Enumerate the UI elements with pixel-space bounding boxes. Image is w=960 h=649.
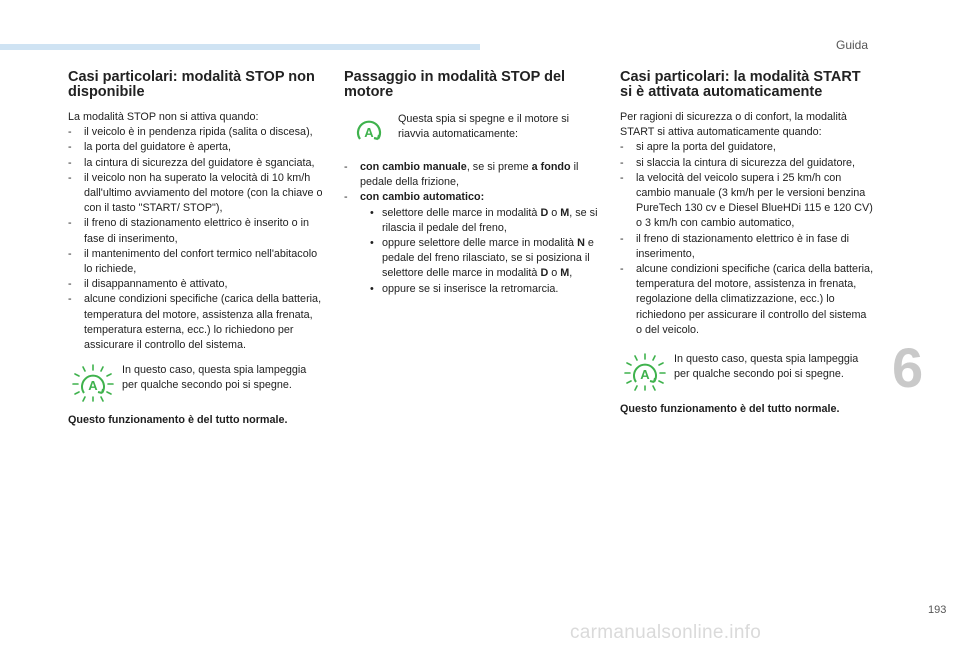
- section-title: Casi particolari: modalità STOP non disponibile: [68, 69, 315, 100]
- svg-text:A: A: [364, 125, 374, 140]
- list-item: - il freno di stazionamento elettrico è inserito o in fase di inserimento,: [68, 216, 323, 246]
- condition-list: [68, 125, 323, 353]
- note-text: In questo caso, questa spia lampeggia per qualche secondo poi si spegne.: [122, 364, 307, 392]
- column-stop-mode: [344, 70, 599, 297]
- column-stop-unavailable: [68, 70, 323, 428]
- list-item: - il disappannamento è attivato,: [68, 277, 323, 292]
- list-item-automatic: - con cambio automatico: • selettore delle marce in modalità D o M, se si rilascia il pedale del freno, • oppure selettore delle marce in modalità N e pedale del freno rilasciato, se si posiziona il selettore delle marce in modalità D o M, • oppure se si inserisce la retromarcia.: [344, 190, 599, 296]
- sublist-item: • oppure selettore delle marce in modalità N e pedale del freno rilasciato, se si posiziona il selettore delle marce in modalità D o M,: [370, 236, 599, 282]
- list-item: - la cintura di sicurezza del guidatore è sganciata,: [68, 156, 323, 171]
- list-item-manual: - con cambio manuale, se si preme a fondo il pedale della frizione,: [344, 160, 599, 190]
- auto-start-blinking-icon: [68, 363, 118, 403]
- sublist-item: • selettore delle marce in modalità D o M, se si rilascia il pedale del freno,: [370, 206, 599, 236]
- list-item: - il freno di stazionamento elettrico è in fase di inserimento,: [620, 232, 875, 262]
- section-title: Passaggio in modalità STOP del motore: [344, 69, 566, 100]
- svg-text:A: A: [640, 367, 650, 383]
- note-text: In questo caso, questa spia lampeggia per qualche secondo poi si spegne.: [674, 353, 859, 381]
- list-item: - il veicolo è in pendenza ripida (salita o discesa),: [68, 125, 323, 140]
- section-title: Casi particolari: la modalità START si è attivata automaticamente: [620, 69, 861, 100]
- list-item: - il mantenimento del confort termico nell'abitacolo lo richiede,: [68, 247, 323, 277]
- restart-list: [344, 160, 599, 297]
- list-item: - si slaccia la cintura di sicurezza del guidatore,: [620, 156, 875, 171]
- section-header: Guida: [836, 38, 869, 52]
- intro-text: La modalità STOP non si attiva quando:: [68, 111, 259, 123]
- normal-operation-text: Questo funzionamento è del tutto normale.: [68, 414, 288, 427]
- auto-start-icon: [344, 112, 394, 152]
- warning-note: [68, 363, 323, 403]
- page-number: 193: [928, 604, 947, 616]
- list-item: - il veicolo non ha superato la velocità di 10 km/h dall'ultimo avviamento del motore (con la chiave o con il tasto "START/ STOP"),: [68, 171, 323, 217]
- condition-list: [620, 140, 875, 338]
- list-item: - alcune condizioni specifiche (carica della batteria, temperatura del motore, assistenza in frenata, regolazione della climatizzazione, ecc.) lo richiedono per assicurare il controllo del sistema o del veicolo.: [620, 262, 875, 338]
- normal-operation-text: Questo funzionamento è del tutto normale.: [620, 403, 840, 416]
- warning-note: [620, 352, 875, 392]
- column-start-auto: [620, 70, 875, 417]
- list-item: - si apre la porta del guidatore,: [620, 140, 875, 155]
- list-item: - la velocità del veicolo supera i 25 km/h con cambio manuale (3 km/h per le versioni benzina PureTech 130 cv e Diesel BlueHDi 115 e 120 CV) o 3 km/h con cambio automatico,: [620, 171, 875, 232]
- automatic-sublist: [360, 206, 599, 297]
- intro-text: Per ragioni di sicurezza o di confort, la modalità START si attiva automaticamente quando:: [620, 111, 847, 139]
- chapter-number: 6: [892, 336, 924, 399]
- sublist-item: • oppure se si inserisce la retromarcia.: [370, 282, 599, 297]
- list-item: - la porta del guidatore è aperta,: [68, 140, 323, 155]
- auto-start-blinking-icon: [620, 352, 670, 392]
- info-note: [344, 112, 599, 152]
- list-item: - alcune condizioni specifiche (carica della batteria, temperatura del motore, assistenza alla frenata, temperatura esterna, ecc.) lo richiedono per assicurare il controllo del sistema.: [68, 292, 323, 353]
- watermark: carmanualsonline.info: [570, 622, 762, 643]
- note-text: Questa spia si spegne e il motore si riavvia automaticamente:: [398, 113, 570, 141]
- header-accent-bar: [0, 44, 480, 50]
- svg-text:A: A: [88, 378, 98, 394]
